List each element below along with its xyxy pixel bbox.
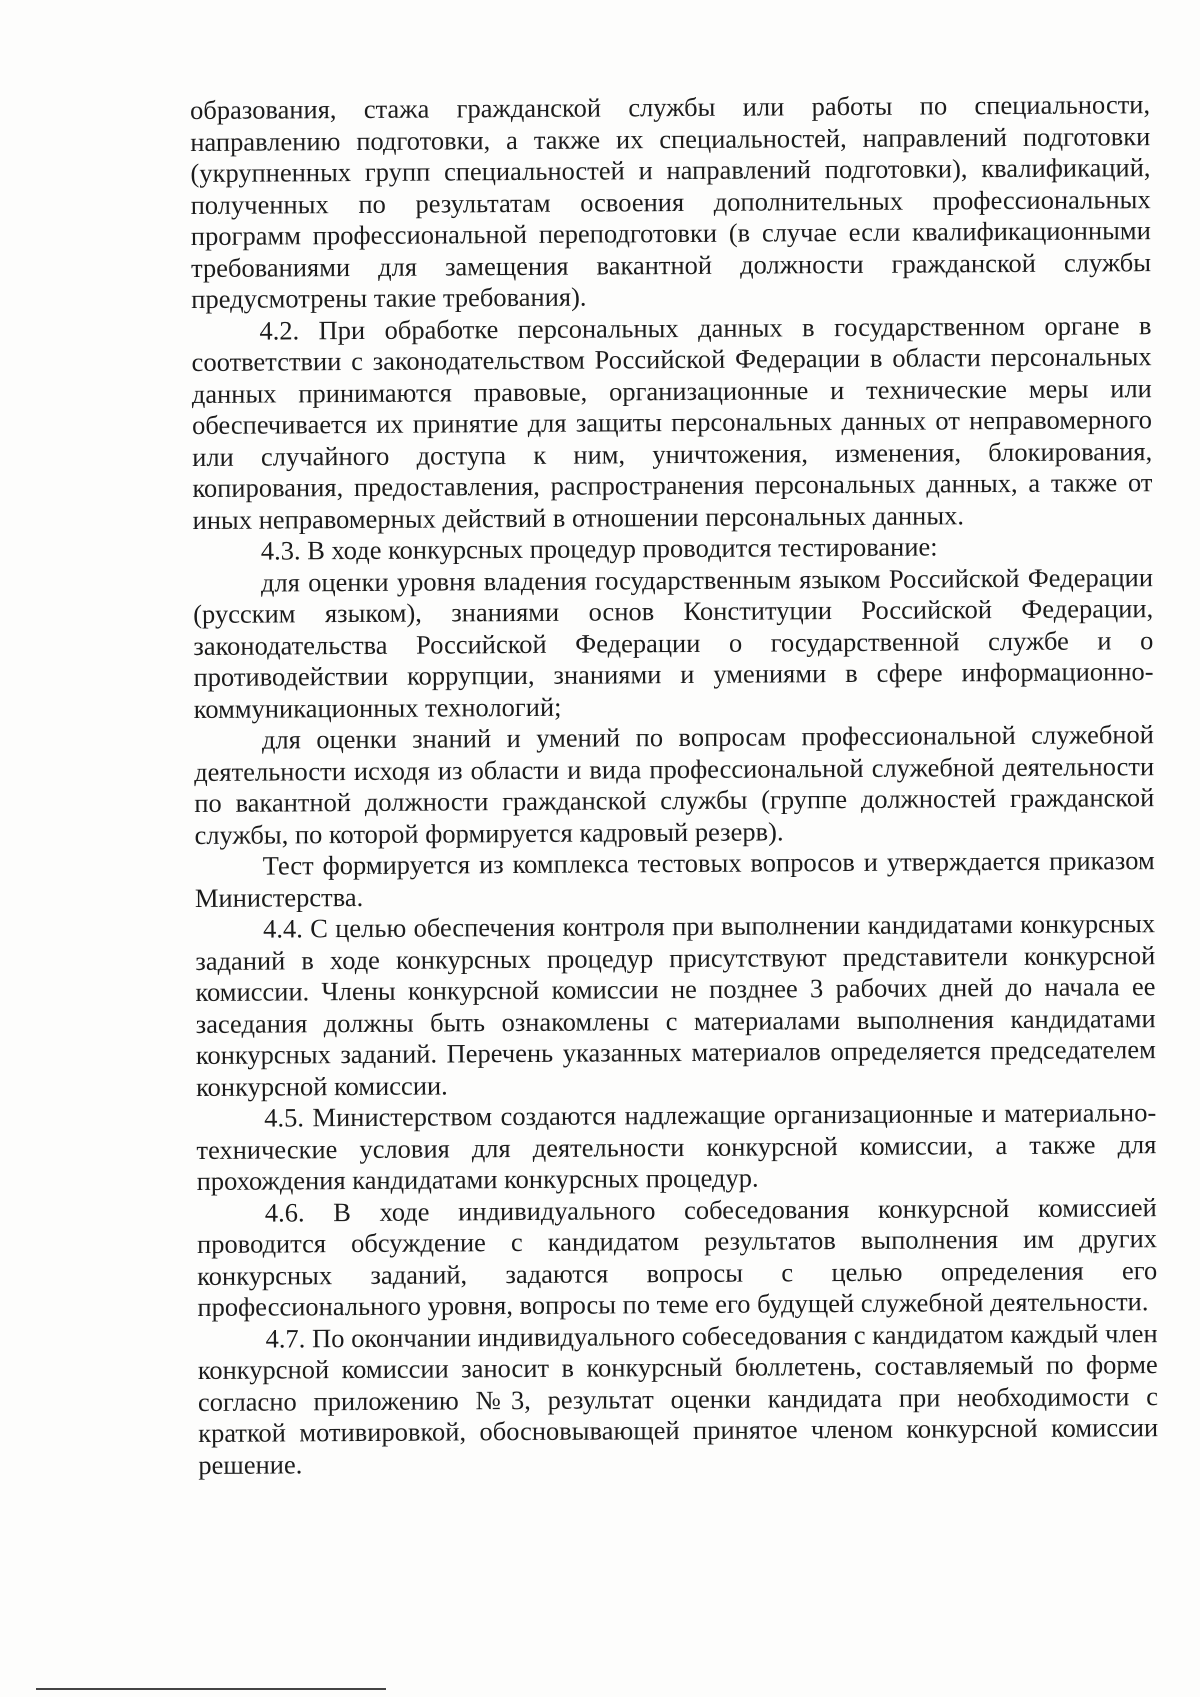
bottom-divider — [36, 1688, 386, 1690]
document-body — [190, 89, 1158, 1481]
paragraph-education-continuation: образования, стажа гражданской службы или работы по специальности, направлению подготовки, а также их специальностей, направлений подготовки (укрупненных групп специальностей и направлений подготовки), квалификаций, полученных по результатам освоения дополнительных профессиональных программ профессиональной переподготовки (в случае если квалификационными требованиями для замещения вакантной должности гражданской службы предусмотрены такие требования). — [190, 89, 1152, 314]
paragraph-testing-language: для оценки уровня владения государственным языком Российской Федерации (русским языком), знаниями основ Конституции Российской Федерации, законодательства Российской Федерации о государственной службе и о противодействии коррупции, знаниями и умениями в сфере информационно-коммуникационных технологий; — [193, 561, 1154, 724]
paragraph-testing-professional: для оценки знаний и умений по вопросам профессиональной служебной деятельности исходя из области и вида профессиональной служебной деятельности по вакантной должности гражданской службы (группе должностей гражданской службы, по которой формируется кадровый резерв). — [194, 719, 1155, 850]
paragraph-test-formation: Тест формируется из комплекса тестовых вопросов и утверждается приказом Министерства. — [194, 845, 1155, 913]
paragraph-4-7: 4.7. По окончании индивидуального собеседования с кандидатом каждый член конкурсной комиссии заносит в конкурсный бюллетень, составляемый по форме согласно приложению №3, результат оценки кандидата при необходимости с краткой мотивировкой, обосновывающей принятое членом конкурсной комиссии решение. — [197, 1317, 1159, 1480]
paragraph-4-2: 4.2. При обработке персональных данных в государственном органе в соответствии с законодательством Российской Федерации в области персональных данных принимаются правовые, организационные и технические меры или обеспечивается их принятие для защиты персональных данных от неправомерного или случайного доступа к ним, уничтожения, изменения, блокирования, копирования, предоставления, распространения персональных данных, а также от иных неправомерных действий в отношении персональных данных. — [191, 309, 1153, 535]
paragraph-4-4: 4.4. С целью обеспечения контроля при выполнении кандидатами конкурсных заданий в ходе конкурсных процедур присутствуют представители конкурсной комиссии. Члены конкурсной комиссии не позднее 3 рабочих дней до начала ее заседания должны быть ознакомлены с материалами выполнения кандидатами конкурсных заданий. Перечень указанных материалов определяется председателем конкурсной комиссии. — [195, 908, 1156, 1102]
paragraph-4-5: 4.5. Министерством создаются надлежащие организационные и материально-технические условия для деятельности конкурсной комиссии, а также для прохождения кандидатами конкурсных процедур. — [196, 1097, 1157, 1196]
paragraph-4-3: 4.3. В ходе конкурсных процедур проводится тестирование: — [260, 531, 938, 566]
paragraph-4-6: 4.6. В ходе индивидуального собеседования конкурсной комиссией проводится обсуждение с кандидатом результатов выполнения им других конкурсных заданий, задаются вопросы с целью определения его профессионального уровня, вопросы по теме его будущей служебной деятельности. — [196, 1191, 1158, 1322]
